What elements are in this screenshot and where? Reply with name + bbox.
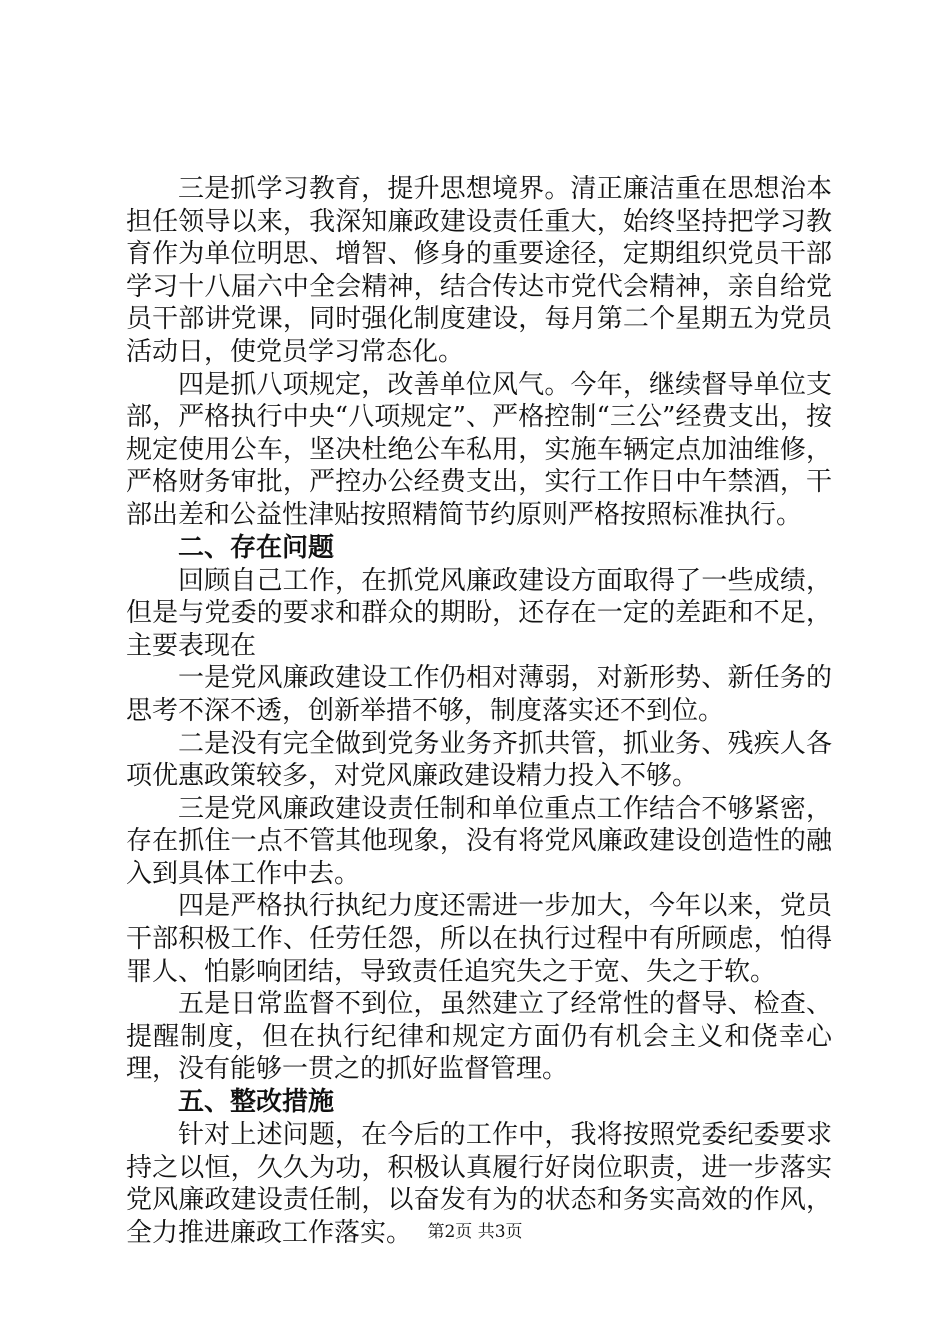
paragraph-problem-4: 四是严格执行执纪力度还需进一步加大，今年以来，党员干部积极工作、任劳任怨，所以在执行过程中有所顾虑，怕得罪人、怕影响团结，导致责任追究失之于宽、失之于软。 xyxy=(126,891,832,987)
paragraph-review: 回顾自己工作，在抓党风廉政建设方面取得了一些成绩，但是与党委的要求和群众的期盼，还存在一定的差距和不足，主要表现在 xyxy=(126,565,832,661)
paragraph-problem-2: 二是没有完全做到党务业务齐抓共管，抓业务、残疾人各项优惠政策较多，对党风廉政建设精力投入不够。 xyxy=(126,728,832,792)
heading-existing-problems: 二、存在问题 xyxy=(178,532,335,563)
paragraph-eight-rules: 四是抓八项规定，改善单位风气。今年，继续督导单位支部，严格执行中央“八项规定”、严格控制“三公”经费支出，按规定使用公车，坚决杜绝公车私用，实施车辆定点加油维修，严格财务审批，严控办公经费支出，实行工作日中午禁酒，干部出差和公益性津贴按照精简节约原则严格按照标准执行。 xyxy=(126,369,832,530)
paragraph-problem-3: 三是党风廉政建设责任制和单位重点工作结合不够紧密，存在抓住一点不管其他现象，没有将党风廉政建设创造性的融入到具体工作中去。 xyxy=(126,793,832,889)
heading-rectification-measures: 五、整改措施 xyxy=(178,1087,335,1118)
paragraph-study-education: 三是抓学习教育，提升思想境界。清正廉洁重在思想治本担任领导以来，我深知廉政建设责任重大，始终坚持把学习教育作为单位明思、增智、修身的重要途径，定期组织党员干部学习十八届六中全会精神，结合传达市党代会精神，亲自给党员干部讲党课，同时强化制度建设，每月第二个星期五为党员活动日，使党员学习常态化。 xyxy=(126,174,832,367)
paragraph-problem-1: 一是党风廉政建设工作仍相对薄弱，对新形势、新任务的思考不深不透，创新举措不够，制度落实还不到位。 xyxy=(126,663,832,726)
paragraph-problem-5: 五是日常监督不到位，虽然建立了经常性的督导、检查、提醒制度，但在执行纪律和规定方面仍有机会主义和侥幸心理，没有能够一贯之的抓好监督管理。 xyxy=(126,989,832,1085)
page-footer: 第2页 共3页 xyxy=(427,1222,523,1242)
document-body xyxy=(126,173,832,1249)
paragraph-rectification: 针对上述问题，在今后的工作中，我将按照党委纪委要求持之以恒，久久为功，积极认真履行好岗位职责，进一步落实党风廉政建设责任制，以奋发有为的状态和务实高效的作风，全力推进廉政工作落实。 xyxy=(126,1120,832,1248)
